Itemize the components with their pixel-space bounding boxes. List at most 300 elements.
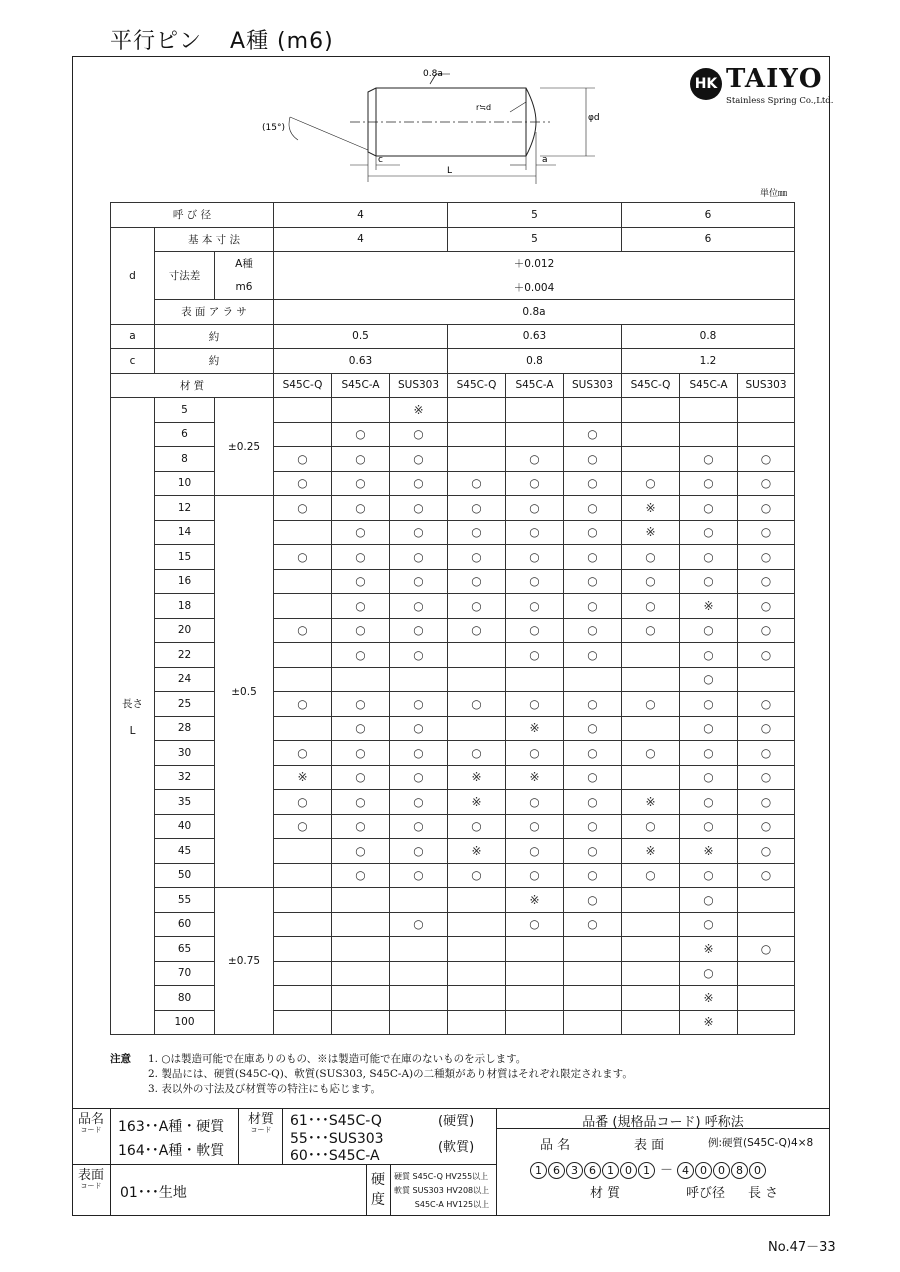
availability-cell: ○ (564, 618, 622, 643)
availability-cell (622, 765, 680, 790)
logo-name: TAIYO (726, 64, 823, 94)
availability-cell: ○ (680, 667, 738, 692)
table-row (111, 839, 795, 864)
availability-cell: ○ (332, 692, 390, 717)
availability-cell: ○ (274, 814, 332, 839)
availability-cell: ○ (332, 790, 390, 815)
length-value: 14 (155, 520, 215, 545)
availability-cell: ○ (564, 863, 622, 888)
availability-cell: ○ (390, 643, 448, 668)
availability-cell: ○ (738, 937, 795, 962)
table-row (111, 741, 795, 766)
availability-cell (738, 1010, 795, 1035)
tol-type-m6: m6 (215, 276, 274, 300)
availability-cell (274, 569, 332, 594)
availability-cell: ○ (390, 765, 448, 790)
availability-cell: ○ (564, 765, 622, 790)
length-value: 40 (155, 814, 215, 839)
table-row (111, 863, 795, 888)
availability-cell: ○ (564, 741, 622, 766)
availability-cell (622, 912, 680, 937)
availability-cell: ○ (564, 912, 622, 937)
availability-cell (332, 912, 390, 937)
availability-cell (332, 667, 390, 692)
availability-cell: ○ (506, 912, 564, 937)
length-value: 22 (155, 643, 215, 668)
availability-cell: ※ (680, 594, 738, 619)
name-code-label: 品名 コード (77, 1112, 104, 1134)
availability-cell: ○ (622, 692, 680, 717)
availability-cell (274, 716, 332, 741)
availability-cell (448, 986, 506, 1011)
availability-cell (390, 667, 448, 692)
spec-table (110, 202, 795, 1035)
pin-diagram (250, 62, 610, 192)
hardness-label: 硬度 (371, 1172, 385, 1208)
availability-cell: ○ (622, 569, 680, 594)
availability-cell (506, 986, 564, 1011)
length-value: 35 (155, 790, 215, 815)
availability-cell: ○ (332, 545, 390, 570)
table-row (111, 1010, 795, 1035)
table-row (111, 300, 795, 325)
availability-cell: ○ (448, 618, 506, 643)
availability-cell: ○ (738, 765, 795, 790)
length-tolerance: ±0.75 (215, 888, 274, 1035)
length-value: 15 (155, 545, 215, 570)
availability-cell: ○ (448, 741, 506, 766)
availability-cell: ○ (680, 496, 738, 521)
c-row-label: c (111, 349, 155, 374)
availability-cell: ※ (448, 839, 506, 864)
table-row (111, 937, 795, 962)
basic-label: 基 本 寸 法 (155, 227, 274, 252)
table-row (111, 692, 795, 717)
availability-cell: ※ (680, 986, 738, 1011)
material-header: S45C-Q (274, 373, 332, 398)
availability-cell: ○ (332, 814, 390, 839)
availability-cell: ※ (622, 496, 680, 521)
availability-cell (622, 986, 680, 1011)
length-value: 24 (155, 667, 215, 692)
availability-cell: ○ (564, 545, 622, 570)
availability-cell: ○ (680, 961, 738, 986)
availability-cell (274, 986, 332, 1011)
availability-cell (448, 447, 506, 472)
availability-cell: ○ (622, 471, 680, 496)
availability-cell (448, 716, 506, 741)
table-row (111, 643, 795, 668)
length-value: 20 (155, 618, 215, 643)
availability-cell: ○ (506, 618, 564, 643)
notes (110, 1052, 633, 1097)
availability-cell: ○ (680, 618, 738, 643)
availability-cell (448, 643, 506, 668)
availability-cell (622, 643, 680, 668)
availability-cell: ※ (680, 839, 738, 864)
title-sub: A種 (m6) (230, 29, 334, 54)
c-value: 0.8 (448, 349, 622, 374)
naming-name: 品 名 (540, 1138, 571, 1153)
availability-cell (332, 986, 390, 1011)
availability-cell: ○ (332, 594, 390, 619)
availability-cell: ○ (680, 716, 738, 741)
availability-cell (390, 937, 448, 962)
availability-cell: ○ (680, 790, 738, 815)
availability-cell: ○ (506, 839, 564, 864)
availability-cell (274, 863, 332, 888)
availability-cell: ※ (622, 790, 680, 815)
availability-cell: ○ (332, 520, 390, 545)
availability-cell: ○ (680, 765, 738, 790)
table-row (111, 765, 795, 790)
availability-cell (506, 667, 564, 692)
availability-cell (390, 961, 448, 986)
availability-cell (680, 422, 738, 447)
availability-cell: ○ (680, 912, 738, 937)
availability-cell: ○ (622, 741, 680, 766)
availability-cell: ※ (680, 937, 738, 962)
material-label: 材 質 (111, 373, 274, 398)
availability-cell (506, 937, 564, 962)
a-value: 0.63 (448, 324, 622, 349)
material-code-item: 60･･･S45C-A (290, 1148, 380, 1164)
title-main: 平行ピン (110, 29, 203, 54)
material-header: SUS303 (564, 373, 622, 398)
availability-cell: ○ (680, 545, 738, 570)
nominal-label: 呼 び 径 (111, 203, 274, 228)
availability-cell: ○ (332, 471, 390, 496)
availability-cell (274, 888, 332, 913)
radius-label: r≒d (476, 103, 492, 112)
surface-code-item: 01･･･生地 (120, 1185, 187, 1201)
availability-cell (622, 447, 680, 472)
availability-cell: ○ (448, 569, 506, 594)
availability-cell (274, 912, 332, 937)
availability-cell: ○ (390, 422, 448, 447)
naming-code: 1 6 3 6 1 0 1 － 4 0 0 8 0 (530, 1159, 767, 1179)
note-line: 2. 製品には、硬質(S45C-Q)、軟質(SUS303, S45C-A)の二種類があり材質はそれぞれ限定されます。 (148, 1068, 633, 1080)
availability-cell: ※ (448, 790, 506, 815)
page-number: No.47－33 (768, 1240, 836, 1255)
availability-cell: ○ (738, 839, 795, 864)
table-row (111, 496, 795, 521)
availability-cell: ○ (332, 447, 390, 472)
nominal-4: 4 (274, 203, 448, 228)
availability-cell: ○ (680, 643, 738, 668)
availability-cell: ○ (738, 692, 795, 717)
availability-cell (274, 520, 332, 545)
availability-cell: ○ (680, 569, 738, 594)
availability-cell: ○ (622, 863, 680, 888)
availability-cell: ○ (680, 520, 738, 545)
availability-cell: ○ (564, 471, 622, 496)
availability-cell: ○ (274, 545, 332, 570)
availability-cell: ○ (332, 839, 390, 864)
code-section (72, 1108, 830, 1216)
availability-cell: ○ (390, 814, 448, 839)
availability-cell: ○ (448, 594, 506, 619)
logo-subtitle: Stainless Spring Co.,Ltd. (726, 96, 834, 106)
table-row (111, 520, 795, 545)
availability-cell: ○ (564, 888, 622, 913)
availability-cell (622, 422, 680, 447)
availability-cell: ○ (448, 545, 506, 570)
availability-cell: ○ (564, 643, 622, 668)
unit-label: 単位㎜ (760, 189, 788, 199)
table-row (111, 961, 795, 986)
length-value: 55 (155, 888, 215, 913)
availability-cell: ○ (738, 618, 795, 643)
availability-cell (622, 937, 680, 962)
length-tolerance: ±0.25 (215, 398, 274, 496)
length-value: 8 (155, 447, 215, 472)
availability-cell (448, 1010, 506, 1035)
availability-cell: ○ (390, 496, 448, 521)
availability-cell: ○ (332, 716, 390, 741)
availability-cell: ○ (506, 520, 564, 545)
length-value: 32 (155, 765, 215, 790)
availability-cell (738, 888, 795, 913)
availability-cell (274, 1010, 332, 1035)
availability-cell: ○ (390, 863, 448, 888)
length-value: 18 (155, 594, 215, 619)
tol-upper: ＋0.012 (274, 252, 795, 276)
availability-cell (506, 1010, 564, 1035)
availability-cell: ※ (506, 716, 564, 741)
availability-cell: ○ (448, 863, 506, 888)
availability-cell: ○ (332, 765, 390, 790)
material-header: SUS303 (738, 373, 795, 398)
availability-cell: ○ (390, 594, 448, 619)
table-row (111, 888, 795, 913)
availability-cell: ○ (448, 471, 506, 496)
availability-cell: ○ (274, 471, 332, 496)
availability-cell: ○ (506, 594, 564, 619)
availability-cell: ○ (564, 422, 622, 447)
tol-type-a: A種 (215, 252, 274, 276)
table-row (111, 986, 795, 1011)
availability-cell: ○ (680, 741, 738, 766)
availability-cell (622, 716, 680, 741)
name-code-item: 163･･A種・硬質 (118, 1119, 225, 1135)
availability-cell: ○ (390, 912, 448, 937)
table-row (111, 349, 795, 374)
availability-cell (506, 961, 564, 986)
tol-label: 寸法差 (155, 252, 215, 300)
availability-cell (332, 937, 390, 962)
availability-cell (448, 961, 506, 986)
availability-cell: ○ (274, 741, 332, 766)
availability-cell (274, 961, 332, 986)
availability-cell (622, 667, 680, 692)
soft-label: (軟質) (438, 1140, 475, 1155)
availability-cell: ○ (564, 790, 622, 815)
material-header: S45C-A (506, 373, 564, 398)
c-value: 1.2 (622, 349, 795, 374)
naming-title: 品番 (規格品コード) 呼称法 (582, 1115, 744, 1130)
availability-cell (448, 888, 506, 913)
naming-material: 材 質 (590, 1186, 621, 1201)
angle-label: (15°) (262, 123, 285, 133)
table-row (111, 594, 795, 619)
material-code-label: 材質 コード (247, 1112, 274, 1134)
availability-cell: ○ (622, 814, 680, 839)
a-approx: 約 (155, 324, 274, 349)
availability-cell (390, 986, 448, 1011)
table-row (111, 422, 795, 447)
availability-cell (332, 398, 390, 423)
availability-cell: ○ (680, 447, 738, 472)
material-code-item: 55･･･SUS303 (290, 1131, 384, 1147)
a-value: 0.5 (274, 324, 448, 349)
availability-cell: ○ (448, 692, 506, 717)
note-line: 3. 表以外の寸法及び材質等の特注にも応じます。 (148, 1083, 382, 1095)
basic-4: 4 (274, 227, 448, 252)
availability-cell: ○ (680, 471, 738, 496)
table-row (111, 716, 795, 741)
availability-cell (622, 1010, 680, 1035)
availability-cell: ○ (390, 618, 448, 643)
length-tolerance: ±0.5 (215, 496, 274, 888)
tol-lower: ＋0.004 (274, 276, 795, 300)
availability-cell: ○ (390, 471, 448, 496)
d-label: d (111, 227, 155, 324)
availability-cell: ○ (738, 447, 795, 472)
length-value: 25 (155, 692, 215, 717)
availability-cell (680, 398, 738, 423)
logo-mark-icon: HK (690, 68, 722, 100)
length-value: 5 (155, 398, 215, 423)
basic-6: 6 (622, 227, 795, 252)
table-row (111, 471, 795, 496)
availability-cell: ○ (738, 471, 795, 496)
availability-cell: ○ (506, 814, 564, 839)
availability-cell (448, 667, 506, 692)
length-value: 30 (155, 741, 215, 766)
table-row (111, 618, 795, 643)
l-label: L (447, 166, 453, 176)
availability-cell (564, 1010, 622, 1035)
availability-cell (274, 667, 332, 692)
note-line: 1. ○は製造可能で在庫ありのもの、※は製造可能で在庫のないものを示します。 (148, 1053, 527, 1065)
availability-cell: ○ (564, 594, 622, 619)
availability-cell: ○ (506, 863, 564, 888)
availability-cell: ○ (332, 422, 390, 447)
rough-value: 0.8a (274, 300, 795, 325)
availability-cell: ○ (390, 569, 448, 594)
name-code-item: 164･･A種・軟質 (118, 1143, 225, 1159)
availability-cell: ○ (274, 790, 332, 815)
table-row (111, 398, 795, 423)
length-value: 16 (155, 569, 215, 594)
availability-cell: ○ (390, 692, 448, 717)
availability-cell: ※ (622, 839, 680, 864)
availability-cell: ○ (506, 545, 564, 570)
availability-cell (622, 888, 680, 913)
table-row (111, 569, 795, 594)
c-value: 0.63 (274, 349, 448, 374)
availability-cell: ※ (506, 888, 564, 913)
availability-cell: ○ (680, 888, 738, 913)
rough-label: 表 面 ア ラ サ (155, 300, 274, 325)
table-row (111, 203, 795, 228)
surface-label: 0.8a (423, 69, 443, 79)
availability-cell (274, 594, 332, 619)
availability-cell: ○ (738, 496, 795, 521)
availability-cell (506, 398, 564, 423)
length-label: 長さ L (111, 398, 155, 1035)
availability-cell: ※ (448, 765, 506, 790)
availability-cell: ○ (390, 545, 448, 570)
availability-cell (332, 961, 390, 986)
availability-cell (448, 398, 506, 423)
table-row (111, 324, 795, 349)
availability-cell (738, 398, 795, 423)
length-value: 10 (155, 471, 215, 496)
availability-cell: ○ (274, 618, 332, 643)
availability-cell (738, 422, 795, 447)
table-row (111, 790, 795, 815)
length-value: 60 (155, 912, 215, 937)
length-value: 100 (155, 1010, 215, 1035)
availability-cell (622, 398, 680, 423)
availability-cell: ※ (622, 520, 680, 545)
availability-cell: ○ (564, 692, 622, 717)
availability-cell (564, 937, 622, 962)
availability-cell: ○ (564, 716, 622, 741)
availability-cell (564, 961, 622, 986)
availability-cell (332, 888, 390, 913)
availability-cell (274, 422, 332, 447)
availability-cell: ○ (274, 692, 332, 717)
availability-cell: ○ (448, 814, 506, 839)
table-row (111, 373, 795, 398)
availability-cell (274, 839, 332, 864)
availability-cell: ○ (390, 741, 448, 766)
availability-cell (506, 422, 564, 447)
availability-cell: ○ (680, 863, 738, 888)
nominal-6: 6 (622, 203, 795, 228)
availability-cell: ○ (506, 569, 564, 594)
length-value: 28 (155, 716, 215, 741)
availability-cell: ○ (738, 594, 795, 619)
length-value: 45 (155, 839, 215, 864)
table-row (111, 227, 795, 252)
nominal-5: 5 (448, 203, 622, 228)
availability-cell: ○ (564, 447, 622, 472)
availability-cell: ○ (448, 520, 506, 545)
naming-example: 例:硬質(S45C-Q)4×8 (708, 1137, 814, 1149)
length-value: 6 (155, 422, 215, 447)
availability-cell: ○ (564, 569, 622, 594)
availability-cell (274, 937, 332, 962)
availability-cell: ○ (564, 814, 622, 839)
availability-cell: ○ (390, 839, 448, 864)
a-label: a (542, 155, 548, 165)
surface-code-label: 表面 コード (77, 1168, 104, 1190)
availability-cell: ○ (564, 496, 622, 521)
availability-cell (738, 961, 795, 986)
availability-cell: ○ (390, 447, 448, 472)
availability-cell: ※ (274, 765, 332, 790)
availability-cell: ○ (564, 839, 622, 864)
availability-cell: ○ (332, 618, 390, 643)
availability-cell: ○ (506, 496, 564, 521)
availability-cell (564, 667, 622, 692)
availability-cell: ○ (738, 520, 795, 545)
c-label: c (378, 155, 383, 165)
